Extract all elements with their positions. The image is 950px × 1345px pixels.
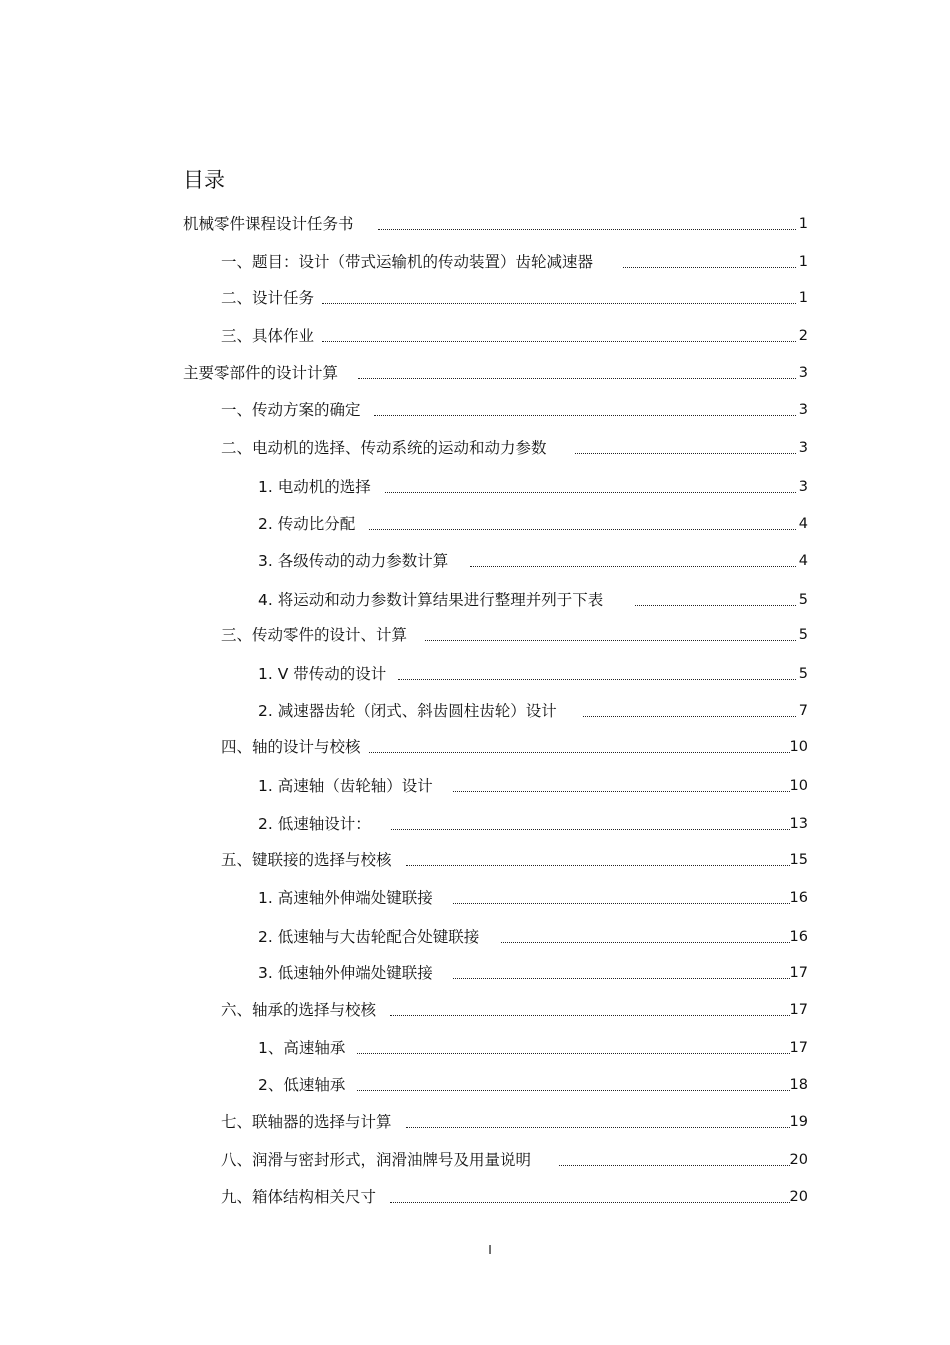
- toc-page-number: 1: [798, 254, 808, 270]
- toc-entry-label: 机械零件课程设计任务书: [183, 215, 354, 233]
- toc-page-number: 17: [789, 1040, 808, 1056]
- toc-dot-leader: [358, 362, 796, 384]
- toc-entry-label: 八、润滑与密封形式，润滑油牌号及用量说明: [221, 1151, 532, 1169]
- toc-entry-specific-work[interactable]: [221, 325, 808, 347]
- toc-dot-leader: [322, 287, 796, 309]
- toc-title: 目录: [183, 168, 225, 192]
- toc-entry-key-high-speed[interactable]: [258, 887, 808, 909]
- toc-entry-low-speed-bearing[interactable]: [258, 1074, 808, 1096]
- toc-page-number: 20: [789, 1189, 808, 1205]
- toc-dot-leader: [322, 325, 796, 347]
- toc-dot-leader: [470, 550, 796, 572]
- toc-dot-leader: [378, 213, 796, 235]
- toc-page-number: 5: [798, 592, 808, 608]
- toc-entry-transmission-parts[interactable]: [221, 624, 808, 646]
- toc-page-number: 16: [789, 929, 808, 945]
- toc-entry-design-task[interactable]: [221, 287, 808, 309]
- toc-page-number: 3: [798, 365, 808, 381]
- toc-dot-leader: [406, 1111, 790, 1133]
- toc-page-number: 13: [789, 816, 808, 832]
- toc-dot-leader: [453, 887, 790, 909]
- toc-entry-topic[interactable]: [221, 251, 808, 273]
- toc-entry-task-book[interactable]: [183, 213, 808, 235]
- toc-entry-label: 1. V 带传动的设计: [258, 665, 387, 683]
- toc-page-number: 17: [789, 1002, 808, 1018]
- toc-dot-leader: [623, 251, 796, 273]
- toc-entry-bearing[interactable]: [221, 999, 808, 1021]
- toc-entry-key[interactable]: [221, 849, 808, 871]
- page-number-footer: I: [488, 1243, 492, 1257]
- toc-dot-leader: [583, 700, 796, 722]
- toc-entry-label: 九、箱体结构相关尺寸: [221, 1188, 377, 1206]
- toc-dot-leader: [406, 849, 790, 871]
- toc-entry-label: 六、轴承的选择与校核: [221, 1001, 377, 1019]
- toc-entry-label: 二、电动机的选择、传动系统的运动和动力参数: [221, 439, 547, 457]
- toc-page-number: 7: [798, 703, 808, 719]
- toc-dot-leader: [453, 775, 790, 797]
- toc-entry-label: 1、高速轴承: [258, 1039, 346, 1057]
- toc-entry-label: 七、联轴器的选择与计算: [221, 1113, 392, 1131]
- toc-entry-label: 3. 低速轴外伸端处键联接: [258, 964, 433, 982]
- toc-entry-coupling[interactable]: [221, 1111, 808, 1133]
- toc-page-number: 18: [789, 1077, 808, 1093]
- toc-dot-leader: [374, 399, 796, 421]
- toc-entry-label: 四、轴的设计与校核: [221, 738, 361, 756]
- toc-entry-label: 2. 传动比分配: [258, 515, 356, 533]
- toc-page-number: 2: [798, 328, 808, 344]
- toc-dot-leader: [398, 663, 796, 685]
- toc-page-number: 10: [789, 778, 808, 794]
- toc-entry-power-params[interactable]: [258, 550, 808, 572]
- toc-dot-leader: [391, 813, 790, 835]
- toc-entry-motor-selection[interactable]: [258, 476, 808, 498]
- toc-page-number: 16: [789, 890, 808, 906]
- toc-entry-label: 五、键联接的选择与校核: [221, 851, 392, 869]
- toc-entry-high-speed-shaft[interactable]: [258, 775, 808, 797]
- toc-dot-leader: [575, 437, 796, 459]
- toc-entry-housing[interactable]: [221, 1186, 808, 1208]
- toc-entry-key-low-speed[interactable]: [258, 962, 808, 984]
- toc-dot-leader: [559, 1149, 790, 1171]
- toc-page-number: 1: [798, 290, 808, 306]
- toc-entry-label: 3. 各级传动的动力参数计算: [258, 552, 449, 570]
- toc-dot-leader: [385, 476, 796, 498]
- toc-page-number: 3: [798, 479, 808, 495]
- toc-page-number: 3: [798, 402, 808, 418]
- toc-dot-leader: [357, 1037, 789, 1059]
- toc-entry-label: 一、题目：设计（带式运输机的传动装置）齿轮减速器: [221, 253, 594, 271]
- toc-dot-leader: [369, 736, 790, 758]
- toc-entry-low-speed-shaft[interactable]: [258, 813, 808, 835]
- toc-page-number: 17: [789, 965, 808, 981]
- toc-entry-key-big-gear[interactable]: [258, 926, 808, 948]
- toc-dot-leader: [390, 1186, 790, 1208]
- toc-page-number: 4: [798, 553, 808, 569]
- toc-entry-label: 主要零部件的设计计算: [183, 364, 339, 382]
- toc-dot-leader: [425, 624, 796, 646]
- toc-entry-main-parts[interactable]: [183, 362, 808, 384]
- toc-entry-v-belt[interactable]: [258, 663, 808, 685]
- toc-entry-label: 2. 低速轴设计：: [258, 815, 371, 833]
- toc-entry-label: 1. 电动机的选择: [258, 478, 371, 496]
- toc-entry-shaft[interactable]: [221, 736, 808, 758]
- toc-entry-lubrication[interactable]: [221, 1149, 808, 1171]
- toc-page-number: 5: [798, 627, 808, 643]
- toc-entry-label: 4. 将运动和动力参数计算结果进行整理并列于下表: [258, 591, 604, 609]
- toc-dot-leader: [453, 962, 790, 984]
- toc-entry-motor-params[interactable]: [221, 437, 808, 459]
- toc-entry-label: 1. 高速轴外伸端处键联接: [258, 889, 433, 907]
- toc-dot-leader: [369, 513, 796, 535]
- toc-page-number: 10: [789, 739, 808, 755]
- toc-entry-scheme[interactable]: [221, 399, 808, 421]
- toc-dot-leader: [501, 926, 789, 948]
- toc-entry-label: 一、传动方案的确定: [221, 401, 361, 419]
- toc-entry-ratio[interactable]: [258, 513, 808, 535]
- toc-page-number: 3: [798, 440, 808, 456]
- toc-page-number: 4: [798, 516, 808, 532]
- toc-entry-label: 1. 高速轴（齿轮轴）设计: [258, 777, 433, 795]
- toc-page-number: 15: [789, 852, 808, 868]
- toc-entry-gear-design[interactable]: [258, 700, 808, 722]
- toc-entry-label: 2、低速轴承: [258, 1076, 346, 1094]
- toc-dot-leader: [390, 999, 790, 1021]
- toc-entry-high-speed-bearing[interactable]: [258, 1037, 808, 1059]
- toc-entry-label: 2. 低速轴与大齿轮配合处键联接: [258, 928, 480, 946]
- toc-page-number: 20: [789, 1152, 808, 1168]
- toc-page-number: 1: [798, 216, 808, 232]
- toc-dot-leader: [357, 1074, 789, 1096]
- toc-dot-leader: [635, 589, 796, 611]
- toc-entry-label: 二、设计任务: [221, 289, 315, 307]
- toc-entry-label: 三、具体作业: [221, 327, 315, 345]
- toc-entry-results-table[interactable]: [258, 589, 808, 611]
- toc-page-number: 19: [789, 1114, 808, 1130]
- toc-entry-label: 三、传动零件的设计、计算: [221, 626, 408, 644]
- toc-entry-label: 2. 减速器齿轮（闭式、斜齿圆柱齿轮）设计: [258, 702, 557, 720]
- toc-page-number: 5: [798, 666, 808, 682]
